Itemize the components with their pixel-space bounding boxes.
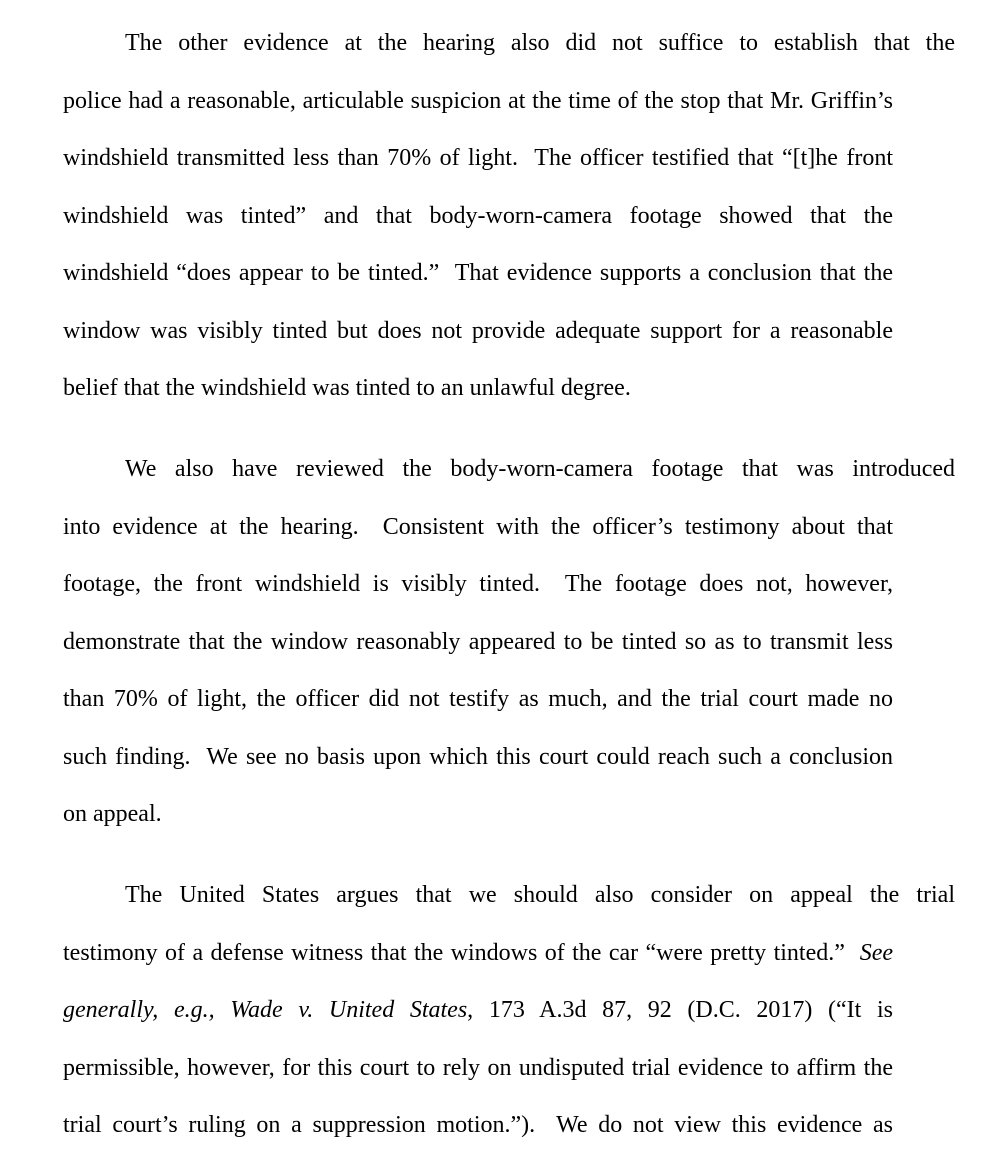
text-segment: on appeal.: [63, 801, 162, 827]
text-segment: trial court’s ruling on a suppression motion.”). We do not view this evidence as: [63, 1112, 893, 1138]
text-line: [63, 130, 893, 188]
text-line-content: [63, 940, 893, 966]
text-line-content: [63, 145, 893, 171]
text-line-content: [63, 1055, 893, 1081]
text-segment: than 70% of light, the officer did not testify as much, and the trial court made no: [63, 686, 893, 712]
text-line-content: [63, 88, 893, 114]
text-line-content: [63, 260, 893, 286]
text-line: [63, 360, 893, 418]
text-segment: windshield transmitted less than 70% of light. The officer testified that “[t]he front: [63, 145, 893, 171]
text-line-content: [63, 744, 893, 770]
document-body: [63, 15, 996, 1155]
italic-text-segment: See: [859, 939, 893, 966]
text-segment: footage, the front windshield is visibly tinted. The footage does not, however,: [63, 571, 893, 597]
text-segment: such finding. We see no basis upon which this court could reach such a conclusion: [63, 743, 893, 770]
italic-text-segment: Wade v. United States: [230, 997, 468, 1023]
text-line-content: [125, 882, 955, 908]
text-line-content: [63, 629, 893, 655]
text-line-content: [63, 997, 893, 1023]
text-line: [63, 925, 893, 983]
text-segment: windshield was tinted” and that body-worn-camera footage showed that the: [63, 202, 893, 229]
text-line-content: [63, 1112, 893, 1138]
text-line-content: [63, 686, 893, 712]
text-line: [63, 73, 893, 131]
text-segment: police had a reasonable, articulable suspicion at the time of the stop that Mr. Griffin’s: [63, 87, 893, 114]
text-line: [63, 1040, 893, 1098]
text-line: [63, 729, 893, 787]
text-line-content: [63, 318, 893, 344]
text-line-content: [63, 375, 631, 401]
italic-text-segment: generally, e.g.,: [63, 997, 215, 1023]
text-line: [63, 188, 893, 246]
text-line: [63, 499, 893, 557]
text-line: [63, 982, 893, 1040]
text-line: [63, 786, 893, 844]
text-line: [63, 15, 955, 73]
text-segment: , 173 A.3d 87, 92 (D.C. 2017) (“It is: [467, 997, 893, 1023]
text-line: [63, 867, 955, 925]
text-segment: window was visibly tinted but does not provide adequate support for a reasonable: [63, 317, 893, 344]
text-segment: demonstrate that the window reasonably appeared to be tinted so as to transmit less: [63, 628, 893, 655]
text-line-content: [125, 30, 955, 56]
text-segment: testimony of a defense witness that the windows of the car “were pretty tinted.”: [63, 939, 860, 966]
text-line: [63, 614, 893, 672]
text-segment: The other evidence at the hearing also did not suffice to establish that the: [125, 30, 955, 56]
text-line-content: [63, 571, 893, 597]
text-segment: The United States argues that we should also consider on appeal the trial: [125, 882, 955, 908]
text-line-content: [63, 801, 162, 827]
text-line: [63, 1097, 893, 1155]
text-line: [63, 303, 893, 361]
text-line: [63, 671, 893, 729]
text-line-content: [125, 456, 955, 482]
text-line-content: [63, 203, 893, 229]
text-segment: windshield “does appear to be tinted.” That evidence supports a conclusion that the: [63, 260, 893, 286]
text-segment: belief that the windshield was tinted to an unlawful degree.: [63, 375, 631, 401]
text-line: [63, 441, 955, 499]
text-line: [63, 245, 893, 303]
text-segment: permissible, however, for this court to rely on undisputed trial evidence to affirm the: [63, 1054, 893, 1081]
text-line: [63, 556, 893, 614]
text-segment: We also have reviewed the body-worn-camera footage that was introduced: [125, 456, 955, 482]
paragraph: [63, 441, 996, 844]
text-segment: [215, 997, 231, 1023]
text-segment: into evidence at the hearing. Consistent with the officer’s testimony about that: [63, 513, 893, 540]
paragraph: [63, 867, 996, 1155]
paragraph: [63, 15, 996, 418]
text-line-content: [63, 514, 893, 540]
